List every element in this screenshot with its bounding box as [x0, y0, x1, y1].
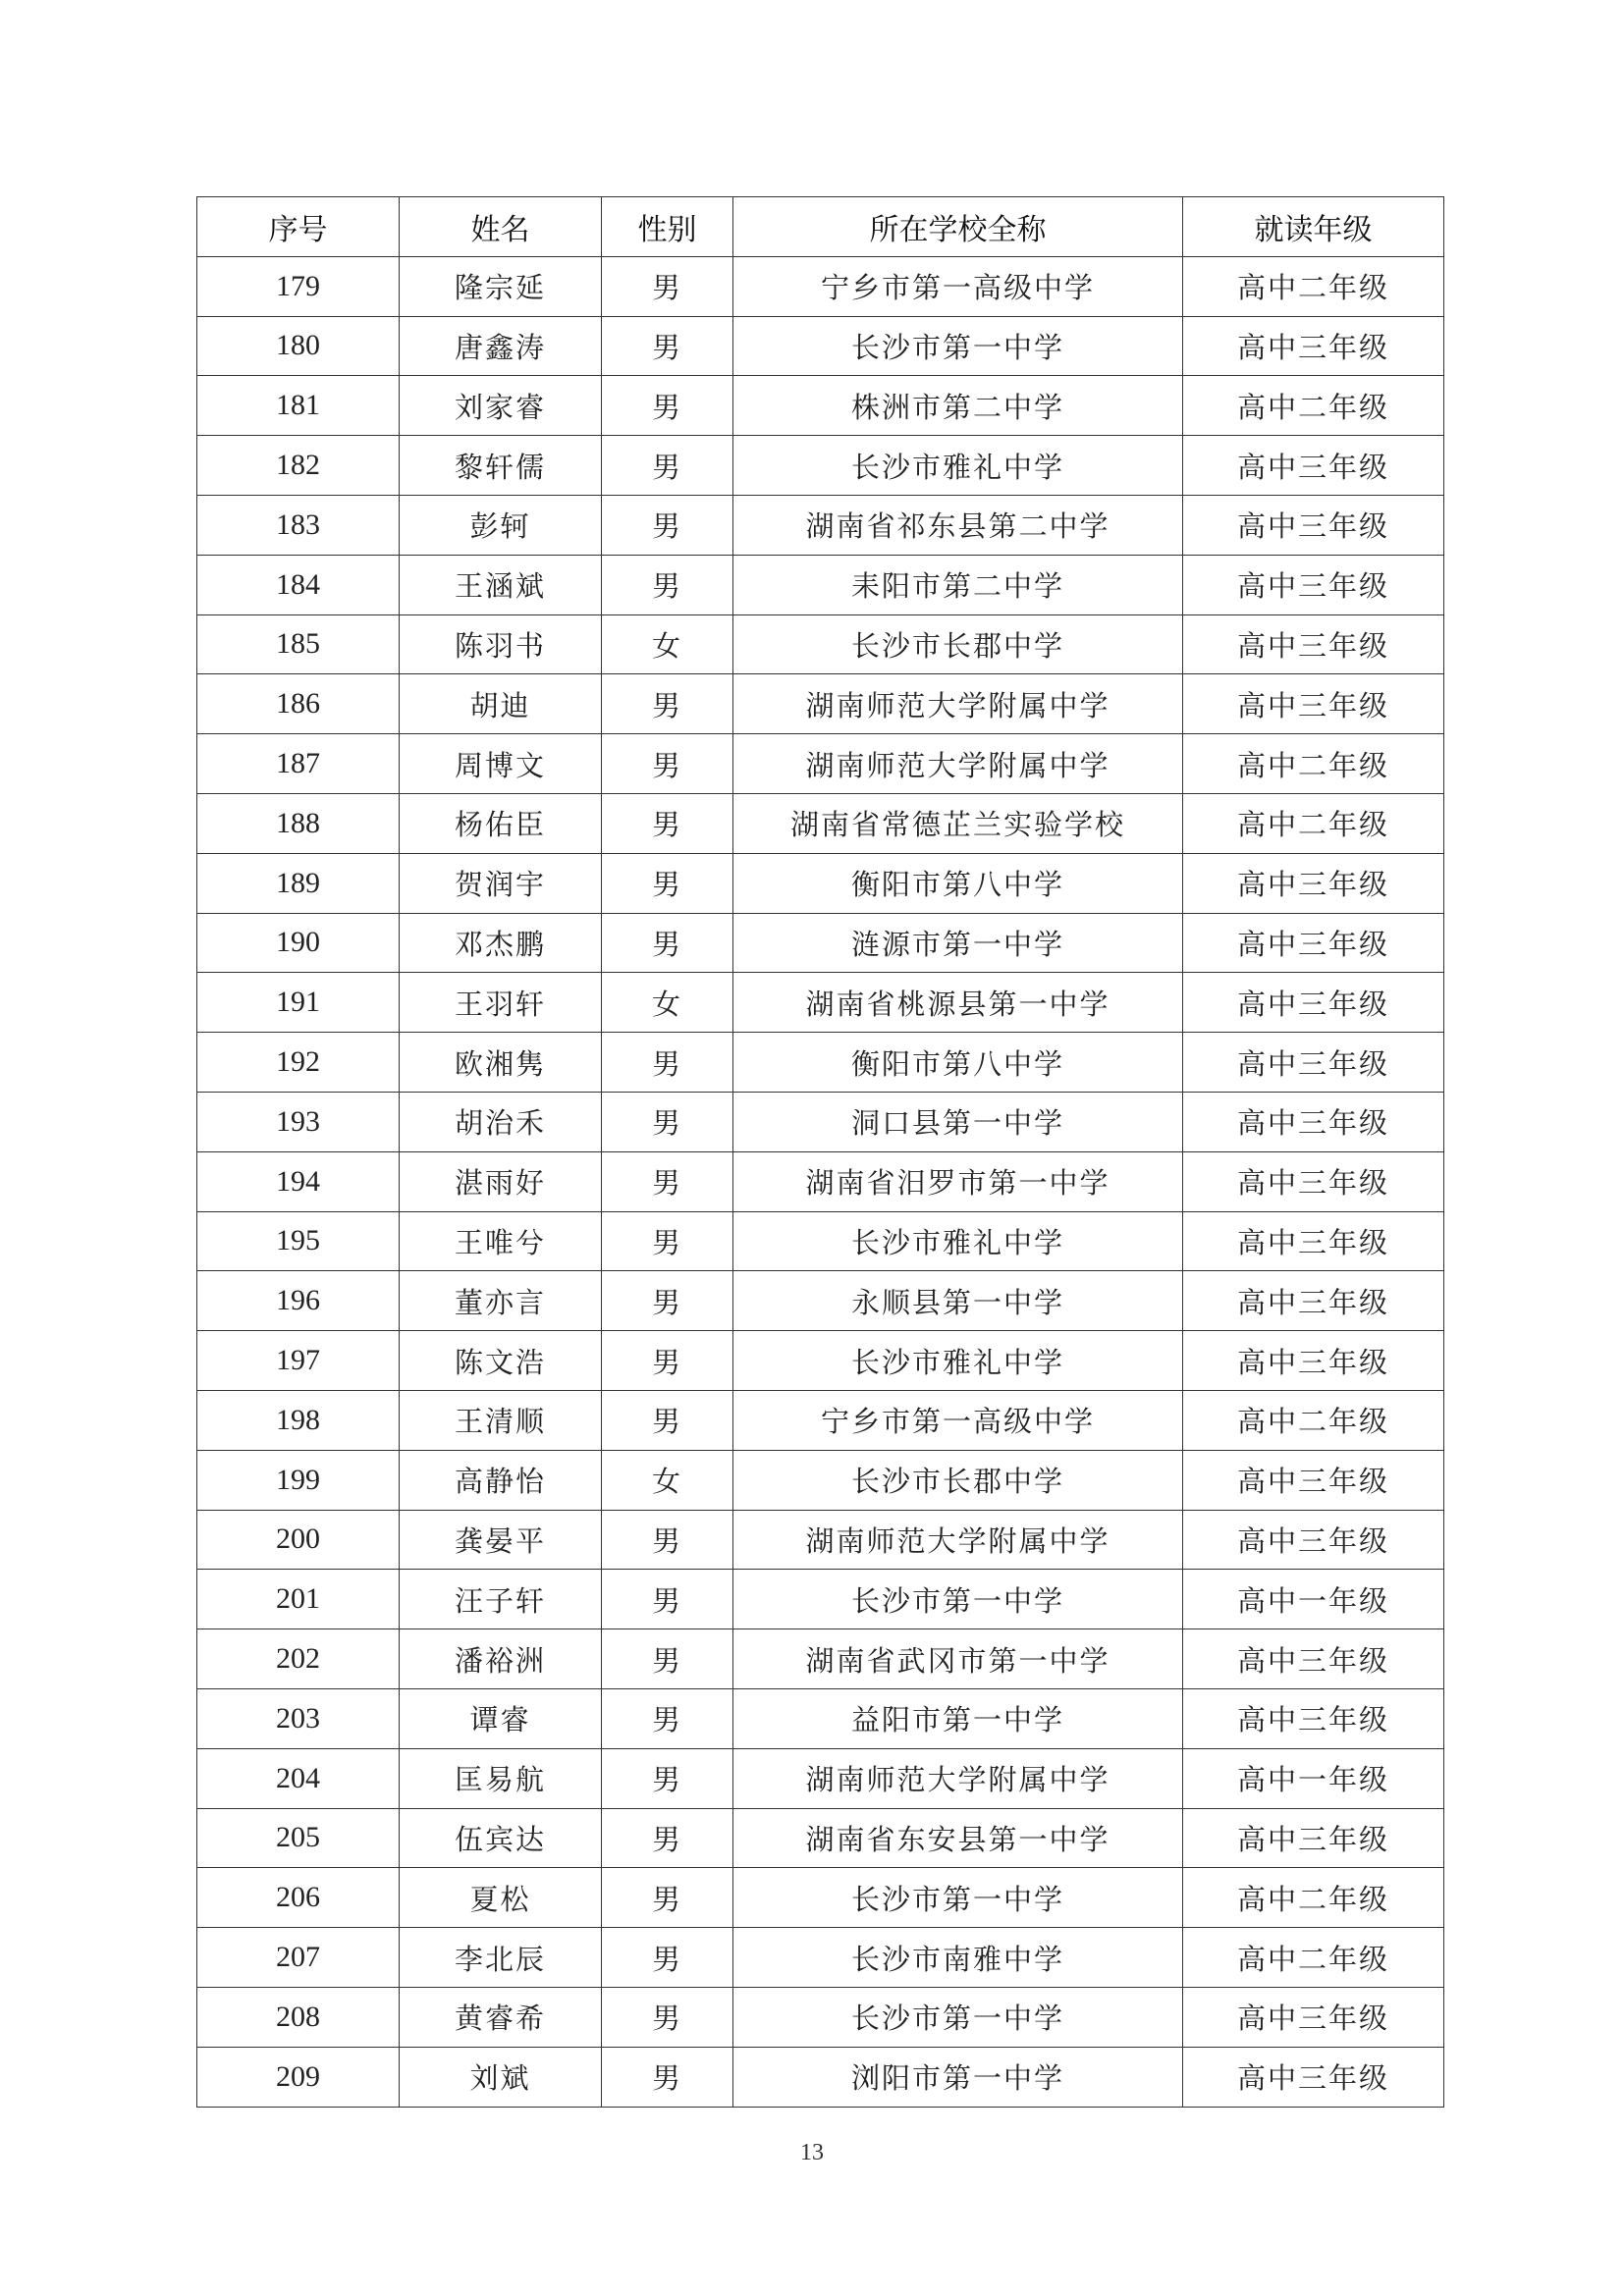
table-row: [197, 316, 1444, 376]
school-cell: 洞口县第一中学: [733, 1092, 1183, 1151]
school-cell: 湖南省桃源县第一中学: [733, 973, 1183, 1033]
school-cell: 衡阳市第八中学: [733, 853, 1183, 913]
name-cell: 彭轲: [400, 495, 602, 555]
table-row: [197, 2047, 1444, 2107]
school-cell: 湖南省武冈市第一中学: [733, 1629, 1183, 1689]
name-cell: 湛雨好: [400, 1151, 602, 1211]
table-row: [197, 376, 1444, 436]
grade-cell: 高中二年级: [1183, 1928, 1444, 1988]
serial-number-cell: 208: [197, 1987, 400, 2047]
table-row: [197, 614, 1444, 674]
school-cell: 湖南省常德芷兰实验学校: [733, 793, 1183, 853]
name-cell: 周博文: [400, 734, 602, 794]
name-cell: 胡迪: [400, 674, 602, 734]
name-cell: 潘裕洲: [400, 1629, 602, 1689]
table-row: [197, 973, 1444, 1033]
grade-cell: 高中三年级: [1183, 1629, 1444, 1689]
serial-number-cell: 185: [197, 614, 400, 674]
name-cell: 贺润宇: [400, 853, 602, 913]
school-cell: 宁乡市第一高级中学: [733, 256, 1183, 316]
gender-cell: 男: [602, 734, 733, 794]
grade-cell: 高中三年级: [1183, 1331, 1444, 1391]
gender-cell: 男: [602, 1688, 733, 1748]
name-cell: 胡治禾: [400, 1092, 602, 1151]
serial-number-cell: 202: [197, 1629, 400, 1689]
grade-cell: 高中二年级: [1183, 256, 1444, 316]
school-cell: 长沙市第一中学: [733, 1987, 1183, 2047]
table-row: [197, 1928, 1444, 1988]
serial-number-cell: 182: [197, 436, 400, 496]
serial-number-cell: 189: [197, 853, 400, 913]
serial-number-cell: 206: [197, 1868, 400, 1928]
name-cell: 董亦言: [400, 1271, 602, 1331]
name-cell: 唐鑫涛: [400, 316, 602, 376]
table-row: [197, 793, 1444, 853]
school-cell: 长沙市长郡中学: [733, 1450, 1183, 1510]
name-cell: 刘斌: [400, 2047, 602, 2107]
grade-cell: 高中三年级: [1183, 913, 1444, 973]
header-school: 所在学校全称: [733, 197, 1183, 257]
table-row: [197, 436, 1444, 496]
gender-cell: 男: [602, 1211, 733, 1271]
school-cell: 长沙市南雅中学: [733, 1928, 1183, 1988]
table-row: [197, 1211, 1444, 1271]
school-cell: 湖南省东安县第一中学: [733, 1808, 1183, 1868]
grade-cell: 高中二年级: [1183, 376, 1444, 436]
serial-number-cell: 199: [197, 1450, 400, 1510]
grade-cell: 高中三年级: [1183, 1271, 1444, 1331]
serial-number-cell: 188: [197, 793, 400, 853]
page-number: 13: [800, 2140, 824, 2165]
table-row: [197, 1748, 1444, 1808]
school-cell: 涟源市第一中学: [733, 913, 1183, 973]
name-cell: 黄睿希: [400, 1987, 602, 2047]
name-cell: 欧湘隽: [400, 1033, 602, 1093]
grade-cell: 高中三年级: [1183, 1092, 1444, 1151]
serial-number-cell: 197: [197, 1331, 400, 1391]
serial-number-cell: 180: [197, 316, 400, 376]
grade-cell: 高中三年级: [1183, 674, 1444, 734]
table-row: [197, 1092, 1444, 1151]
name-cell: 龚晏平: [400, 1510, 602, 1570]
grade-cell: 高中一年级: [1183, 1748, 1444, 1808]
name-cell: 黎轩儒: [400, 436, 602, 496]
gender-cell: 男: [602, 1390, 733, 1450]
name-cell: 王唯兮: [400, 1211, 602, 1271]
gender-cell: 男: [602, 793, 733, 853]
school-cell: 长沙市第一中学: [733, 1868, 1183, 1928]
grade-cell: 高中二年级: [1183, 1868, 1444, 1928]
serial-number-cell: 186: [197, 674, 400, 734]
grade-cell: 高中三年级: [1183, 614, 1444, 674]
serial-number-cell: 203: [197, 1688, 400, 1748]
gender-cell: 男: [602, 436, 733, 496]
serial-number-cell: 205: [197, 1808, 400, 1868]
table-row: [197, 495, 1444, 555]
table-row: [197, 1510, 1444, 1570]
school-cell: 耒阳市第二中学: [733, 555, 1183, 614]
grade-cell: 高中二年级: [1183, 734, 1444, 794]
table-row: [197, 853, 1444, 913]
table-row: [197, 1868, 1444, 1928]
school-cell: 长沙市长郡中学: [733, 614, 1183, 674]
grade-cell: 高中三年级: [1183, 853, 1444, 913]
grade-cell: 高中三年级: [1183, 1808, 1444, 1868]
school-cell: 湖南省汨罗市第一中学: [733, 1151, 1183, 1211]
table-row: [197, 1688, 1444, 1748]
name-cell: 伍宾达: [400, 1808, 602, 1868]
name-cell: 匡易航: [400, 1748, 602, 1808]
header-gender: 性别: [602, 197, 733, 257]
name-cell: 杨佑臣: [400, 793, 602, 853]
serial-number-cell: 190: [197, 913, 400, 973]
grade-cell: 高中三年级: [1183, 973, 1444, 1033]
gender-cell: 男: [602, 1331, 733, 1391]
name-cell: 王羽轩: [400, 973, 602, 1033]
name-cell: 刘家睿: [400, 376, 602, 436]
serial-number-cell: 194: [197, 1151, 400, 1211]
gender-cell: 男: [602, 495, 733, 555]
header-serial-number: 序号: [197, 197, 400, 257]
gender-cell: 男: [602, 674, 733, 734]
serial-number-cell: 192: [197, 1033, 400, 1093]
gender-cell: 男: [602, 1987, 733, 2047]
gender-cell: 男: [602, 555, 733, 614]
gender-cell: 女: [602, 614, 733, 674]
school-cell: 湖南省祁东县第二中学: [733, 495, 1183, 555]
name-cell: 夏松: [400, 1868, 602, 1928]
table-row: [197, 1331, 1444, 1391]
school-cell: 湖南师范大学附属中学: [733, 734, 1183, 794]
gender-cell: 男: [602, 1151, 733, 1211]
grade-cell: 高中三年级: [1183, 1987, 1444, 2047]
student-roster-table: [196, 196, 1444, 2108]
school-cell: 衡阳市第八中学: [733, 1033, 1183, 1093]
grade-cell: 高中三年级: [1183, 555, 1444, 614]
grade-cell: 高中一年级: [1183, 1570, 1444, 1629]
school-cell: 宁乡市第一高级中学: [733, 1390, 1183, 1450]
table-row: [197, 1390, 1444, 1450]
serial-number-cell: 196: [197, 1271, 400, 1331]
grade-cell: 高中三年级: [1183, 1033, 1444, 1093]
grade-cell: 高中二年级: [1183, 793, 1444, 853]
grade-cell: 高中三年级: [1183, 2047, 1444, 2107]
serial-number-cell: 187: [197, 734, 400, 794]
table-row: [197, 1151, 1444, 1211]
table-row: [197, 1808, 1444, 1868]
table-row: [197, 734, 1444, 794]
name-cell: 陈文浩: [400, 1331, 602, 1391]
table-row: [197, 1629, 1444, 1689]
gender-cell: 男: [602, 1629, 733, 1689]
gender-cell: 男: [602, 1033, 733, 1093]
table-row: [197, 256, 1444, 316]
school-cell: 湖南师范大学附属中学: [733, 1510, 1183, 1570]
grade-cell: 高中三年级: [1183, 1510, 1444, 1570]
table-row: [197, 555, 1444, 614]
gender-cell: 女: [602, 973, 733, 1033]
table-row: [197, 1271, 1444, 1331]
school-cell: 长沙市雅礼中学: [733, 1211, 1183, 1271]
gender-cell: 男: [602, 1510, 733, 1570]
serial-number-cell: 198: [197, 1390, 400, 1450]
grade-cell: 高中三年级: [1183, 1450, 1444, 1510]
table-row: [197, 674, 1444, 734]
gender-cell: 男: [602, 1570, 733, 1629]
table-row: [197, 1033, 1444, 1093]
school-cell: 长沙市雅礼中学: [733, 1331, 1183, 1391]
gender-cell: 女: [602, 1450, 733, 1510]
serial-number-cell: 209: [197, 2047, 400, 2107]
school-cell: 湖南师范大学附属中学: [733, 674, 1183, 734]
table-row: [197, 913, 1444, 973]
serial-number-cell: 200: [197, 1510, 400, 1570]
grade-cell: 高中三年级: [1183, 1688, 1444, 1748]
grade-cell: 高中三年级: [1183, 495, 1444, 555]
serial-number-cell: 195: [197, 1211, 400, 1271]
gender-cell: 男: [602, 1748, 733, 1808]
name-cell: 隆宗延: [400, 256, 602, 316]
gender-cell: 男: [602, 853, 733, 913]
name-cell: 王清顺: [400, 1390, 602, 1450]
gender-cell: 男: [602, 1092, 733, 1151]
gender-cell: 男: [602, 1868, 733, 1928]
gender-cell: 男: [602, 256, 733, 316]
gender-cell: 男: [602, 1271, 733, 1331]
grade-cell: 高中三年级: [1183, 316, 1444, 376]
name-cell: 李北辰: [400, 1928, 602, 1988]
name-cell: 汪子轩: [400, 1570, 602, 1629]
school-cell: 株洲市第二中学: [733, 376, 1183, 436]
name-cell: 谭睿: [400, 1688, 602, 1748]
serial-number-cell: 207: [197, 1928, 400, 1988]
name-cell: 陈羽书: [400, 614, 602, 674]
school-cell: 永顺县第一中学: [733, 1271, 1183, 1331]
table-row: [197, 1450, 1444, 1510]
school-cell: 长沙市第一中学: [733, 1570, 1183, 1629]
name-cell: 王涵斌: [400, 555, 602, 614]
table-row: [197, 1987, 1444, 2047]
table-header-row: [197, 197, 1444, 257]
header-grade: 就读年级: [1183, 197, 1444, 257]
name-cell: 邓杰鹏: [400, 913, 602, 973]
table-body: [197, 256, 1444, 2107]
serial-number-cell: 179: [197, 256, 400, 316]
serial-number-cell: 184: [197, 555, 400, 614]
school-cell: 浏阳市第一中学: [733, 2047, 1183, 2107]
school-cell: 长沙市雅礼中学: [733, 436, 1183, 496]
gender-cell: 男: [602, 2047, 733, 2107]
school-cell: 益阳市第一中学: [733, 1688, 1183, 1748]
school-cell: 长沙市第一中学: [733, 316, 1183, 376]
gender-cell: 男: [602, 316, 733, 376]
grade-cell: 高中三年级: [1183, 1151, 1444, 1211]
grade-cell: 高中三年级: [1183, 1211, 1444, 1271]
gender-cell: 男: [602, 1928, 733, 1988]
grade-cell: 高中三年级: [1183, 436, 1444, 496]
serial-number-cell: 204: [197, 1748, 400, 1808]
serial-number-cell: 191: [197, 973, 400, 1033]
gender-cell: 男: [602, 913, 733, 973]
school-cell: 湖南师范大学附属中学: [733, 1748, 1183, 1808]
serial-number-cell: 193: [197, 1092, 400, 1151]
grade-cell: 高中二年级: [1183, 1390, 1444, 1450]
name-cell: 高静怡: [400, 1450, 602, 1510]
serial-number-cell: 181: [197, 376, 400, 436]
serial-number-cell: 183: [197, 495, 400, 555]
gender-cell: 男: [602, 376, 733, 436]
table-row: [197, 1570, 1444, 1629]
gender-cell: 男: [602, 1808, 733, 1868]
header-name: 姓名: [400, 197, 602, 257]
serial-number-cell: 201: [197, 1570, 400, 1629]
